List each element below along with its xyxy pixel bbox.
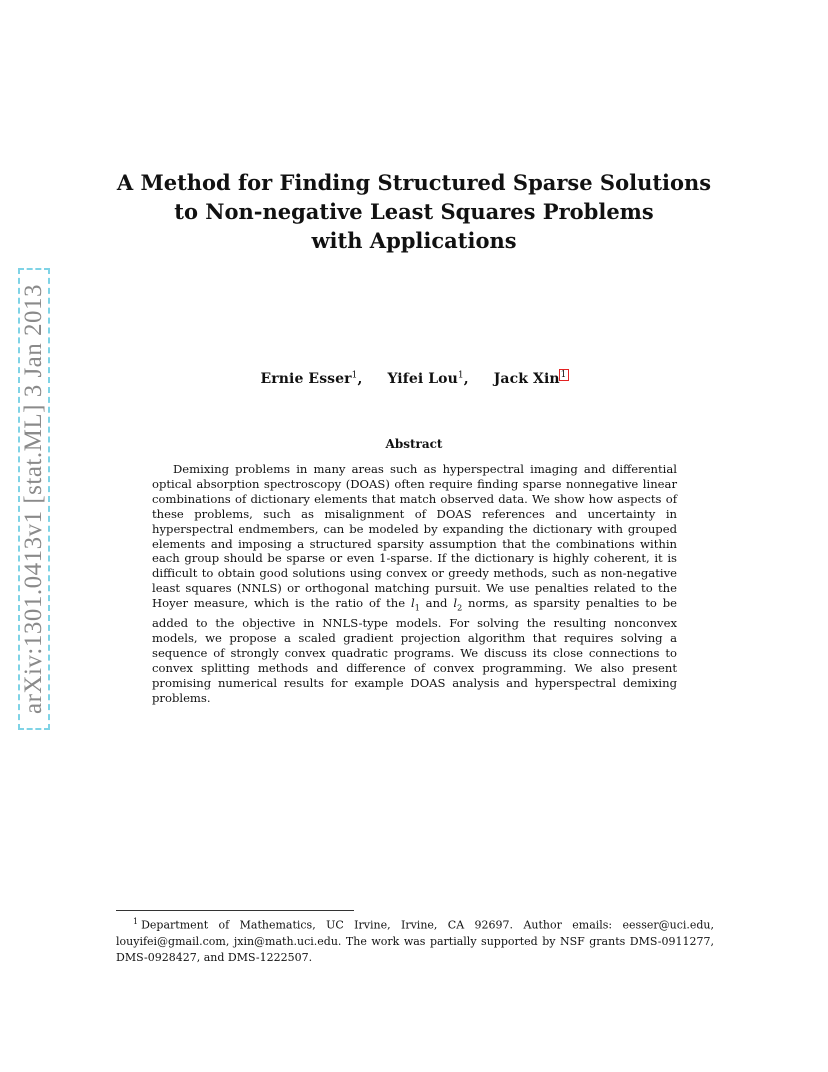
abstract-text-part-2: norms, as sparsity penalties to be added to the objective in NNLS-type models. For solving the resulting nonconvex models, we propose a scaled gradient projection algorithm that requires solving a sequence of strongly convex quadratic programs. We discuss its close connections to convex splitting methods and difference of convex programming. We also present promising numerical results for example DOAS analysis and hyperspectral demixing problems. xyxy=(152,596,677,705)
author-name: Ernie Esser xyxy=(260,370,352,387)
author-lou xyxy=(387,371,468,387)
author-xin xyxy=(494,371,568,387)
title-line: to Non-negative Least Squares Problems xyxy=(174,199,654,224)
author-list xyxy=(100,370,728,387)
abstract-body xyxy=(152,462,677,706)
author-affiliation-mark: 1 xyxy=(457,370,464,380)
paper-title xyxy=(100,168,728,255)
title-line: A Method for Finding Structured Sparse Solutions xyxy=(116,170,712,195)
abstract-heading: Abstract xyxy=(385,437,443,451)
footnote-mark: 1 xyxy=(133,917,139,926)
footnote-text: Department of Mathematics, UC Irvine, Irvine, CA 92697. Author emails: eesser@uci.edu, louyifei@gmail.com, jxin@math.uci.edu. The work was partially supported by NSF grants DMS-0911277, DMS-0928427, and DMS-1222507. xyxy=(116,918,714,964)
l-norm-symbol: l xyxy=(453,596,458,611)
l-norm-symbol: l xyxy=(411,596,415,611)
author-esser xyxy=(261,371,363,387)
l1-subscript: 1 xyxy=(414,603,420,613)
author-name: Jack Xin xyxy=(493,370,560,387)
author-separator: , xyxy=(357,370,363,387)
arxiv-identifier-stamp xyxy=(18,268,50,730)
arxiv-identifier-text: arXiv:1301.0413v1 [stat.ML] 3 Jan 2013 xyxy=(20,283,47,715)
abstract-and-word: and xyxy=(419,596,454,611)
l2-subscript: 2 xyxy=(457,603,463,613)
title-line: with Applications xyxy=(311,228,517,253)
footnote-divider xyxy=(116,910,354,911)
author-name: Yifei Lou xyxy=(387,370,458,387)
author-separator: , xyxy=(463,370,469,387)
author-affiliation-mark: 1 xyxy=(351,370,358,380)
abstract-text-part-1: Demixing problems in many areas such as hyperspectral imaging and differential optical absorption spectroscopy (DOAS) often require finding sparse nonnegative linear combinations of dictionary elements that match observed data. We show how aspects of these problems, such as misalignment of DOAS references and uncertainty in hyperspectral endmembers, can be modeled by expanding the dictionary with grouped elements and imposing a structured sparsity assumption that the combinations within each group should be sparse or even 1-sparse. If the dictionary is highly coherent, it is difficult to obtain good solutions using convex or greedy methods, such as non-negative least squares (NNLS) or orthogonal matching pursuit. We use penalties related to the Hoyer measure, which is the ratio of the xyxy=(152,462,677,611)
footnote xyxy=(116,914,714,966)
footnote-link[interactable]: 1 xyxy=(560,370,567,380)
